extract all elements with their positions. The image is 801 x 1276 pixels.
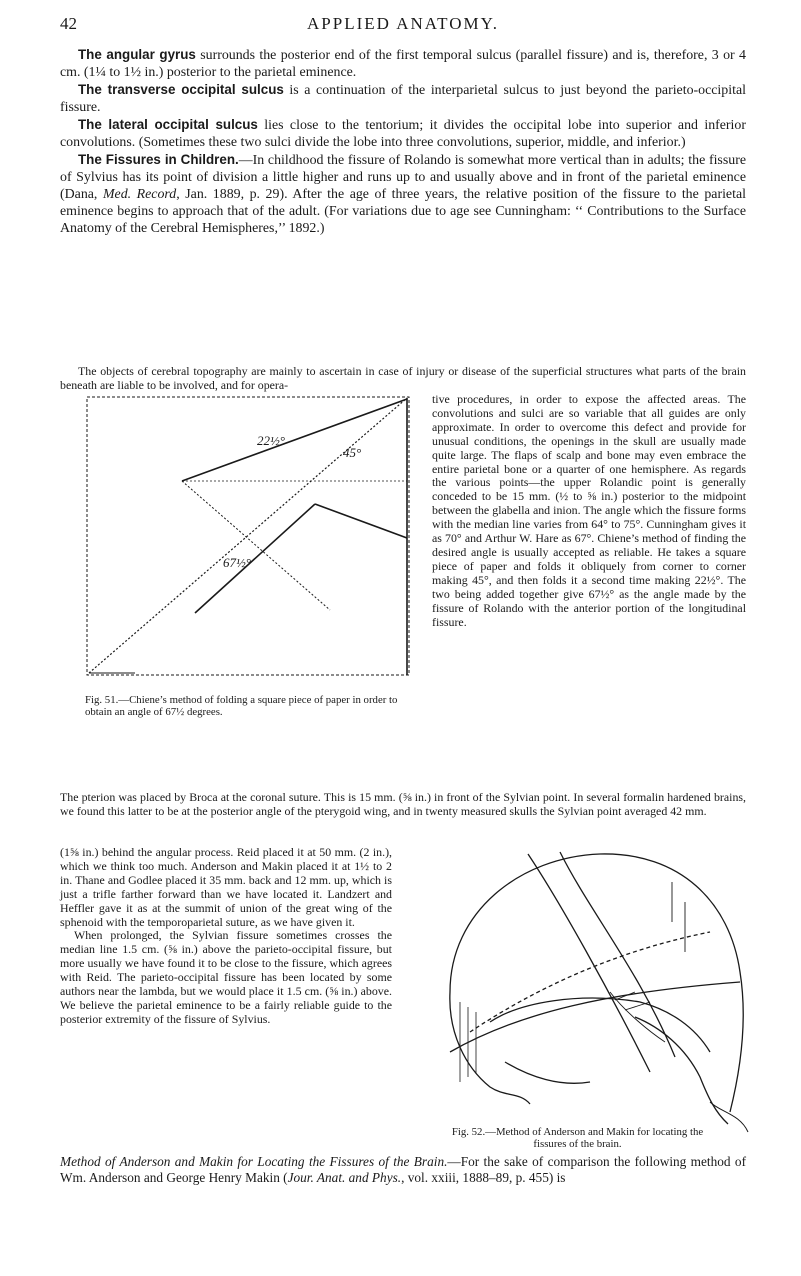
paragraph-text: surrounds the posterior end of the first temporal sulcus (parallel fissure) and is, therefore, 3 or 4 cm. (1¼ to 1½ in.) posterior to the parietal eminence. <box>60 48 746 80</box>
zygomatic-line <box>505 1062 590 1083</box>
small-text-sylvian-point: (1⅝ in.) behind the angular process. Reid placed it at 50 mm. (2 in.), which we think too much. Anderson and Makin placed it at 1½ to 2 in. Thane and Godlee placed it 35 mm. back and 12 mm. up, which is just a trifle farther forward than we have located it. Landzert and Heffler gave it as at the summit of union of the great wing of the sphenoid with the temporoparietal suture, as we have given it. <box>60 845 392 929</box>
sylvian-line <box>470 932 710 1032</box>
paragraph-transverse-occipital <box>60 81 746 116</box>
figure-52-caption-line1: Fig. 52.—Method of Anderson and Makin for locating the <box>451 1126 704 1138</box>
angle-label-22: 22½° <box>257 433 285 448</box>
paragraph-text: —In childhood the fissure of Rolando is somewhat more vertical than in adults; the fissure of Sylvius has its point of division a little higher and runs up to and usually above and in front of the parietal eminence (Dana, <box>60 153 746 202</box>
small-text-objects: The objects of cerebral topography are mainly to ascertain in case of injury or disease of the superficial structures what parts of the brain beneath are liable to be involved, and for opera- <box>60 364 746 392</box>
angle-label-45: 45° <box>343 445 362 460</box>
paragraph-angular-gyrus <box>60 46 746 81</box>
angle-label-67: 67½° <box>223 555 251 570</box>
citation-journal: Jour. Anat. and Phys. <box>287 1170 402 1185</box>
parietal-marks <box>672 882 685 952</box>
paragraph-text: is a continuation of the interparietal sulcus to just beyond the parieto-occipital fissure. <box>60 83 746 115</box>
citation-journal: Med. Record <box>102 187 177 202</box>
rolando-line <box>528 854 650 1072</box>
fold-line-22 <box>182 399 407 481</box>
rolando-line-2 <box>560 852 675 1057</box>
figure-51-folding-diagram <box>85 395 415 680</box>
term-angular-gyrus: The angular gyrus <box>78 47 196 62</box>
running-head: APPLIED ANATOMY. <box>307 14 499 33</box>
figure-51-caption: Fig. 51.—Chiene’s method of folding a square piece of paper in order to obtain an angle of 67½ degrees. <box>85 694 398 718</box>
brain-outline <box>490 998 710 1052</box>
paragraph-text: —For the sake of comparison the following method of Wm. Anderson and George Henry Makin ( <box>60 1154 746 1185</box>
fold-line-inner-right <box>315 504 407 538</box>
paragraph-text: lies close to the tentorium; it divides the occipital lobe into superior and inferior convolutions. (Sometimes these two sulci divide the lobe into three convolutions, superior, middle, and inferior.) <box>60 118 746 150</box>
fold-line-67 <box>182 481 330 610</box>
small-text-procedures: tive procedures, in order to expose the affected areas. The convolutions and sulci are so variable that all guides are only approximate. In order to overcome this defect and provide for unusual conditions, the openings in the skull are usually made quite large. The flaps of scalp and bone may even embrace the entire parietal bone or a quarter of one hemisphere. As regards the various points—the upper Rolandic point is generally conceded to be 15 mm. (½ to ⅝ in.) posterior to the midpoint between the glabella and inion. The angle which the fissure forms with the median line varies from 64° to 75°. Cunningham gives it as 70° and Arthur W. Hare as 67°. Chiene’s method of finding the desired angle is usually accepted as reliable. He takes a square piece of paper and folds it obliquely from corner to corner making 45°, and then folds it a second time making 22½°. The two being added together give 67½° as the angle made by the fissure of Rolando with the anterior portion of the longitudinal fissure. <box>432 392 746 629</box>
figure-52-caption-line2: fissures of the brain. <box>533 1137 622 1150</box>
main-text-block <box>60 46 746 237</box>
figure-52-caption <box>405 1127 750 1150</box>
left-column-text <box>60 846 392 1027</box>
paragraph-text: , vol. xxiii, 1888–89, p. 455) is <box>401 1170 566 1185</box>
page-header <box>60 4 746 40</box>
figure-52-skull-diagram <box>410 842 750 1142</box>
small-text-pterion: The pterion was placed by Broca at the coronal suture. This is 15 mm. (⅝ in.) in front of the Sylvian point. In several formalin hardened brains, we found this latter to be at the posterior angle of the pterygoid wing, and in twenty measured skulls the Sylvian point averaged 42 mm. <box>60 790 746 818</box>
term-transverse-occipital: The transverse occipital sulcus <box>78 82 284 97</box>
skull-outline <box>450 854 743 1112</box>
term-lateral-occipital: The lateral occipital sulcus <box>78 117 258 132</box>
small-text-anderson-makin <box>60 1154 746 1186</box>
method-heading: Method of Anderson and Makin for Locating the Fissures of the Brain. <box>60 1154 448 1169</box>
paragraph-fissures-children <box>60 151 746 237</box>
fold-line-45 <box>89 398 407 673</box>
paragraph-lateral-occipital <box>60 116 746 151</box>
reference-line <box>450 982 740 1052</box>
small-text-sylvian-fissure: When prolonged, the Sylvian fissure sometimes crosses the median line 1.5 cm. (⅝ in.) above the parieto-occipital fissure, but more usually we have found it to be close to the fissure, which agrees with Reid. The parieto-occipital fissure has been located by some authors near the lambda, but we would place it 1.5 cm. (⅝ in.) above. We believe the parietal eminence to be a fairly reliable guide to the posterior extremity of the fissure of Sylvius. <box>60 928 392 1026</box>
page-number: 42 <box>60 14 77 33</box>
term-fissures-children: The Fissures in Children. <box>78 152 239 167</box>
paragraph-text: , Jan. 1889, p. 29). After the age of three years, the relative position of the fissure to the parietal eminence begins to approach that of the adult. (For variations due to age see Cunningham: ‘‘ Contributions to the Surface Anatomy of the Cerebral Hemispheres,’’ 1892.) <box>60 187 746 236</box>
fold-line-inner <box>195 504 315 613</box>
